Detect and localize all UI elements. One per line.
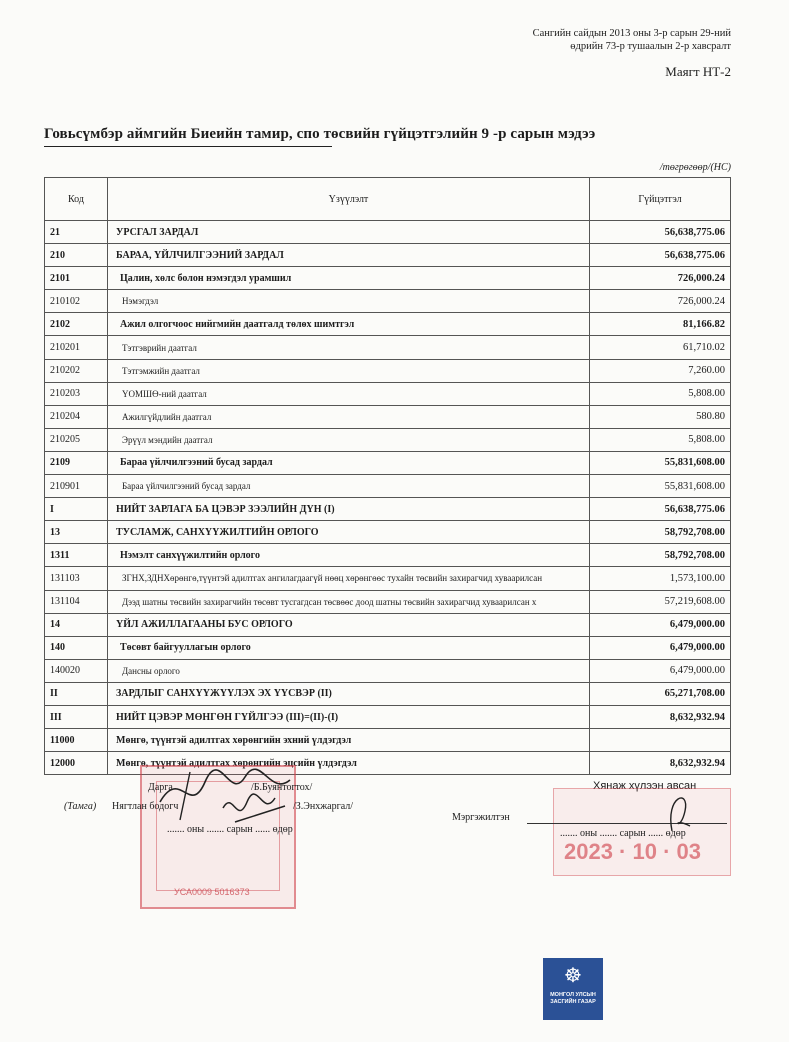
table-row: [45, 636, 731, 659]
row-name: ЗАРДЛЫГ САНХҮҮЖҮҮЛЭХ ЭХ ҮҮСВЭР (II): [108, 682, 590, 705]
table-row: [45, 544, 731, 567]
row-amount: 580.80: [590, 405, 731, 428]
row-name: УРСГАЛ ЗАРДАЛ: [108, 221, 590, 244]
row-name: Ажил олгогчоос нийгмийн даатгалд төлөх шимтгэл: [108, 313, 590, 336]
decree-line-1: Сангийн сайдын 2013 оны 3-р сарын 29-ний: [532, 28, 731, 39]
row-amount: 55,831,608.00: [590, 451, 731, 474]
soyombo-icon: ☸: [564, 965, 582, 987]
row-code: 131103: [45, 567, 108, 590]
column-header-code: Код: [45, 178, 108, 221]
row-code: 14: [45, 613, 108, 636]
specialist-label: Мэргэжилтэн: [452, 812, 510, 823]
column-header-name: Үзүүлэлт: [108, 178, 590, 221]
row-amount: 56,638,775.06: [590, 221, 731, 244]
table-row: [45, 567, 731, 590]
table-row: [45, 475, 731, 498]
row-name: Ажилгүйдлийн даатгал: [108, 405, 590, 428]
report-title: Говьсүмбэр аймгийн Биеийн тамир, спо төсвийн гүйцэтгэлийн 9 -р сарын мэдээ: [44, 126, 596, 142]
table-header-row: [45, 178, 731, 221]
row-amount: 56,638,775.06: [590, 498, 731, 521]
director-label: Дарга: [148, 782, 173, 793]
row-code: 11000: [45, 729, 108, 752]
unit-label: /төгрөгөөр/(НС): [659, 162, 731, 173]
row-code: 210202: [45, 359, 108, 382]
row-code: 210102: [45, 290, 108, 313]
row-amount: 726,000.24: [590, 290, 731, 313]
table-row: [45, 682, 731, 705]
row-code: 13: [45, 521, 108, 544]
date-line-right: ....... оны ....... сарын ...... өдөр: [560, 828, 686, 839]
row-amount: 58,792,708.00: [590, 521, 731, 544]
row-name: ЗГНХ,ЗДНХөрөнгө,түүнтэй адилтгах ангилагдаагүй нөөц хөрөнгөөс тухайн төсвийн захирагчид хуваарилсан: [108, 567, 590, 590]
table-row: [45, 451, 731, 474]
form-code: Маягт НТ-2: [665, 64, 731, 79]
table-row: [45, 705, 731, 728]
row-name: НИЙТ ЗАРЛАГА БА ЦЭВЭР ЗЭЭЛИЙН ДҮН (I): [108, 498, 590, 521]
table-row: [45, 221, 731, 244]
row-name: Мөнгө, түүнтэй адилтгах хөрөнгийн эцсийн үлдэгдэл: [108, 752, 590, 775]
row-name: Нэмэгдэл: [108, 290, 590, 313]
row-amount: 56,638,775.06: [590, 244, 731, 267]
table-row: [45, 521, 731, 544]
row-name: Тэтгэмжийн даатгал: [108, 359, 590, 382]
logo-line-2: ЗАСГИЙН ГАЗАР: [550, 999, 596, 1005]
table-row: [45, 290, 731, 313]
row-code: 131104: [45, 590, 108, 613]
row-code: 140020: [45, 659, 108, 682]
seal-label: (Тамга): [64, 801, 97, 812]
specialist-signature: [660, 786, 700, 836]
column-header-amount: Гүйцэтгэл: [590, 178, 731, 221]
row-code: 12000: [45, 752, 108, 775]
decree-reference: [533, 27, 731, 53]
row-name: Төсөвт байгууллагын орлого: [108, 636, 590, 659]
received-label: Хянаж хүлээн авсан: [593, 780, 697, 792]
row-code: 210901: [45, 475, 108, 498]
row-code: 2101: [45, 267, 108, 290]
row-name: ҮЙЛ АЖИЛЛАГААНЫ БУС ОРЛОГО: [108, 613, 590, 636]
table-row: [45, 613, 731, 636]
row-code: 210203: [45, 382, 108, 405]
row-name: Нэмэлт санхүүжилтийн орлого: [108, 544, 590, 567]
row-name: ТУСЛАМЖ, САНХҮҮЖИЛТИЙН ОРЛОГО: [108, 521, 590, 544]
table-row: [45, 590, 731, 613]
title-underline: [44, 146, 332, 147]
row-code: II: [45, 682, 108, 705]
row-name: НИЙТ ЦЭВЭР МӨНГӨН ГҮЙЛГЭЭ (III)=(II)-(I): [108, 705, 590, 728]
row-amount: 55,831,608.00: [590, 475, 731, 498]
row-code: 210201: [45, 336, 108, 359]
table-row: [45, 382, 731, 405]
table-row: [45, 405, 731, 428]
row-code: III: [45, 705, 108, 728]
row-amount: 1,573,100.00: [590, 567, 731, 590]
table-row: [45, 313, 731, 336]
table-row: [45, 659, 731, 682]
table-row: [45, 359, 731, 382]
table-body: [45, 221, 731, 775]
director-name: /Б.Буянтогтох/: [251, 782, 313, 793]
row-amount: 61,710.02: [590, 336, 731, 359]
row-name: Бараа үйлчилгээний бусад зардал: [108, 475, 590, 498]
table-row: [45, 428, 731, 451]
row-code: 210: [45, 244, 108, 267]
accountant-name: /З.Энхжаргал/: [293, 801, 353, 812]
date-line-left: ....... оны ....... сарын ...... өдөр: [167, 824, 293, 835]
row-name: Дээд шатны төсвийн захирагчийн төсөвт тусгагдсан төсвөөс доод шатны төсвийн захирагчид хуваарилсан х: [108, 590, 590, 613]
received-stamp-date: 2023 · 10 · 03: [564, 839, 701, 864]
row-amount: 6,479,000.00: [590, 613, 731, 636]
row-name: Цалин, хөлс болон нэмэгдэл урамшил: [108, 267, 590, 290]
row-code: I: [45, 498, 108, 521]
table-row: [45, 336, 731, 359]
row-name: Бараа үйлчилгээний бусад зардал: [108, 451, 590, 474]
row-name: Мөнгө, түүнтэй адилтгах хөрөнгийн эхний үлдэгдэл: [108, 729, 590, 752]
budget-table: [44, 177, 731, 775]
row-code: 210205: [45, 428, 108, 451]
row-code: 140: [45, 636, 108, 659]
table-row: [45, 729, 731, 752]
row-code: 2102: [45, 313, 108, 336]
row-name: ҮОМШӨ-ний даатгал: [108, 382, 590, 405]
seal-serial: УСА0009 5016373: [174, 887, 250, 897]
row-code: 210204: [45, 405, 108, 428]
row-code: 2109: [45, 451, 108, 474]
row-amount: 57,219,608.00: [590, 590, 731, 613]
row-code: 21: [45, 221, 108, 244]
row-amount: 5,808.00: [590, 428, 731, 451]
row-amount: 58,792,708.00: [590, 544, 731, 567]
row-name: Эрүүл мэндийн даатгал: [108, 428, 590, 451]
row-name: Дансны орлого: [108, 659, 590, 682]
table-row: [45, 498, 731, 521]
row-amount: 726,000.24: [590, 267, 731, 290]
row-amount: 65,271,708.00: [590, 682, 731, 705]
row-amount: 6,479,000.00: [590, 636, 731, 659]
row-amount: 5,808.00: [590, 382, 731, 405]
row-name: Тэтгэврийн даатгал: [108, 336, 590, 359]
row-amount: 7,260.00: [590, 359, 731, 382]
row-name: БАРАА, ҮЙЛЧИЛГЭЭНИЙ ЗАРДАЛ: [108, 244, 590, 267]
table-row: [45, 267, 731, 290]
row-code: 1311: [45, 544, 108, 567]
row-amount: 8,632,932.94: [590, 705, 731, 728]
row-amount: 81,166.82: [590, 313, 731, 336]
government-logo: [543, 958, 603, 1020]
accountant-label: Нягтлан бодогч: [112, 801, 179, 812]
row-amount: [590, 729, 731, 752]
accountant-signature: [215, 788, 295, 828]
row-amount: 6,479,000.00: [590, 659, 731, 682]
logo-line-1: МОНГОЛ УЛСЫН: [550, 992, 596, 998]
decree-line-2: өдрийн 73-р тушаалын 2-р хавсралт: [570, 41, 731, 52]
table-row: [45, 244, 731, 267]
row-amount: 8,632,932.94: [590, 752, 731, 775]
